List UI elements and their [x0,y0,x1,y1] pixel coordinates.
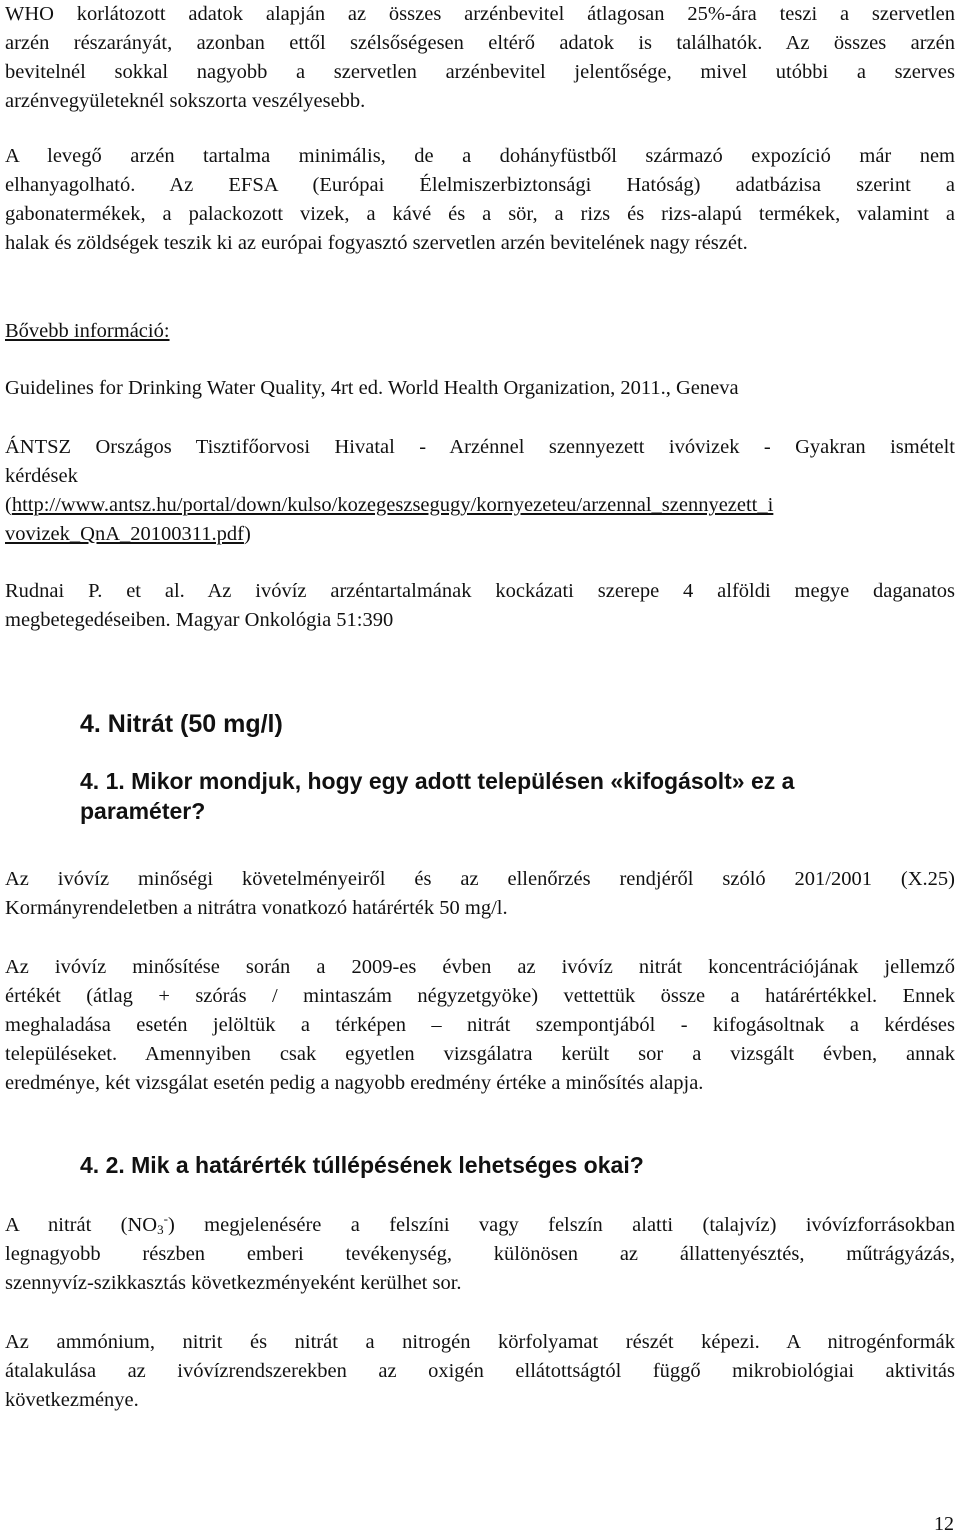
text-line: eredménye, két vizsgálat esetén pedig a nagyobb eredmény értéke a minősítés alapja. [5,1072,704,1094]
more-info-link[interactable]: Bővebb információ: [5,320,170,342]
subsection-heading-4-2: 4. 2. Mik a határérték túllépésének lehetséges okai? [80,1152,644,1178]
section-heading-nitrate: 4. Nitrát (50 mg/l) [80,710,283,738]
paragraph-nitrate-sources [5,1211,955,1298]
text-line: legnagyobb részben emberi tevékenység, különösen az állattenyésztés, műtrágyázás, [5,1243,955,1265]
page-number: 12 [934,1513,954,1535]
reference-antsz [5,433,955,549]
text-fragment: ) megjelenésére a felszíni vagy felszín alatti (talajvíz) ivóvízforrásokban [167,1214,955,1236]
reference-text: Guidelines for Drinking Water Quality, 4rt ed. World Health Organization, 2011., Geneva [5,377,739,399]
text-line: elhanyagolható. Az EFSA (Európai Élelmiszerbiztonsági Hatóság) adatbázisa szerint a [5,174,955,196]
text-line: halak és zöldségek teszik ki az európai fogyasztó szervetlen arzén bevitelének nagy részét. [5,232,748,254]
superscript-minus: - [163,1211,168,1226]
reference-text: ÁNTSZ Országos Tisztifőorvosi Hivatal - Arzénnel szennyezett ivóvizek - Gyakran ismételt [5,436,955,458]
paragraph-qualification [5,953,955,1098]
text-line: szennyvíz-szikkasztás következményeként kerülhet sor. [5,1272,462,1294]
paragraph-limit-value [5,865,955,923]
text-line: következménye. [5,1389,139,1411]
text-line: településeket. Amennyiben csak egyetlen vizsgálatra került sor a vizsgált évben, annak [5,1043,955,1065]
text-line: értékét (átlag + szórás / mintaszám négyzetgyöke) vettettük össze a határértékkel. Ennek [5,985,955,1007]
paren-open: ( [5,494,12,516]
heading-line: 4. 1. Mikor mondjuk, hogy egy adott településen «kifogásolt» ez a [80,768,795,794]
heading-line: paraméter? [80,798,206,824]
reference-text: Rudnai P. et al. Az ivóvíz arzéntartalmának kockázati szerepe 4 alföldi megye daganatos [5,580,955,602]
text-line: Kormányrendeletben a nitrátra vonatkozó határérték 50 mg/l. [5,897,508,919]
text-line: A levegő arzén tartalma minimális, de a dohányfüstből származó expozíció már nem [5,145,955,167]
reference-url-link[interactable]: http://www.antsz.hu/portal/down/kulso/kozegeszsegugy/kornyezeteu/arzennal_szennyezett_i [11,494,774,516]
text-line: arzén részarányát, azonban ettől szélsőségesen eltérő adatok is találhatók. Az összes arzén [5,32,955,54]
text-line: WHO korlátozott adatok alapján az összes arzénbevitel átlagosan 25%-ára teszi a szervetlen [5,3,955,25]
text-line: átalakulása az ivóvízrendszerekben az oxigén ellátottságtól függő mikrobiológiai aktivitás [5,1360,955,1382]
text-line: Az ivóvíz minőségi követelményeiről és az ellenőrzés rendjéről szóló 201/2001 (X.25) [5,868,955,890]
text-line: bevitelnél sokkal nagyobb a szervetlen arzénbevitel jelentősége, mivel utóbbi a szerves [5,61,955,83]
paragraph-air-arsenic [5,142,955,258]
subscript-3: 3 [157,1222,164,1237]
reference-rudnai [5,577,955,635]
text-line: arzénvegyületeknél sokszorta veszélyesebb. [5,90,366,112]
subsection-heading-4-1 [80,766,956,826]
text-fragment: A nitrát (NO [5,1214,158,1236]
paren-close: ) [243,523,251,545]
text-line: Az ammónium, nitrit és nitrát a nitrogén körfolyamat részét képezi. A nitrogénformák [5,1331,955,1353]
text-line: gabonatermékek, a palackozott vizek, a kávé és a sör, a rizs és rizs-alapú termékek, valamint a [5,203,955,225]
text-line: meghaladása esetén jelöltük a térképen – nitrát szempontjából - kifogásoltnak a kérdéses [5,1014,955,1036]
text-line: Az ivóvíz minősítése során a 2009-es évben az ivóvíz nitrát koncentrációjának jellemző [5,956,955,978]
paragraph-arsenic-intake [5,0,955,116]
more-info-heading [5,317,955,346]
reference-text: megbetegedéseiben. Magyar Onkológia 51:390 [5,609,394,631]
reference-text: kérdések [5,465,78,487]
reference-url-link-cont[interactable]: vovizek_QnA_20100311.pdf [5,523,244,545]
paragraph-nitrogen-cycle [5,1328,955,1415]
reference-who [5,374,955,403]
